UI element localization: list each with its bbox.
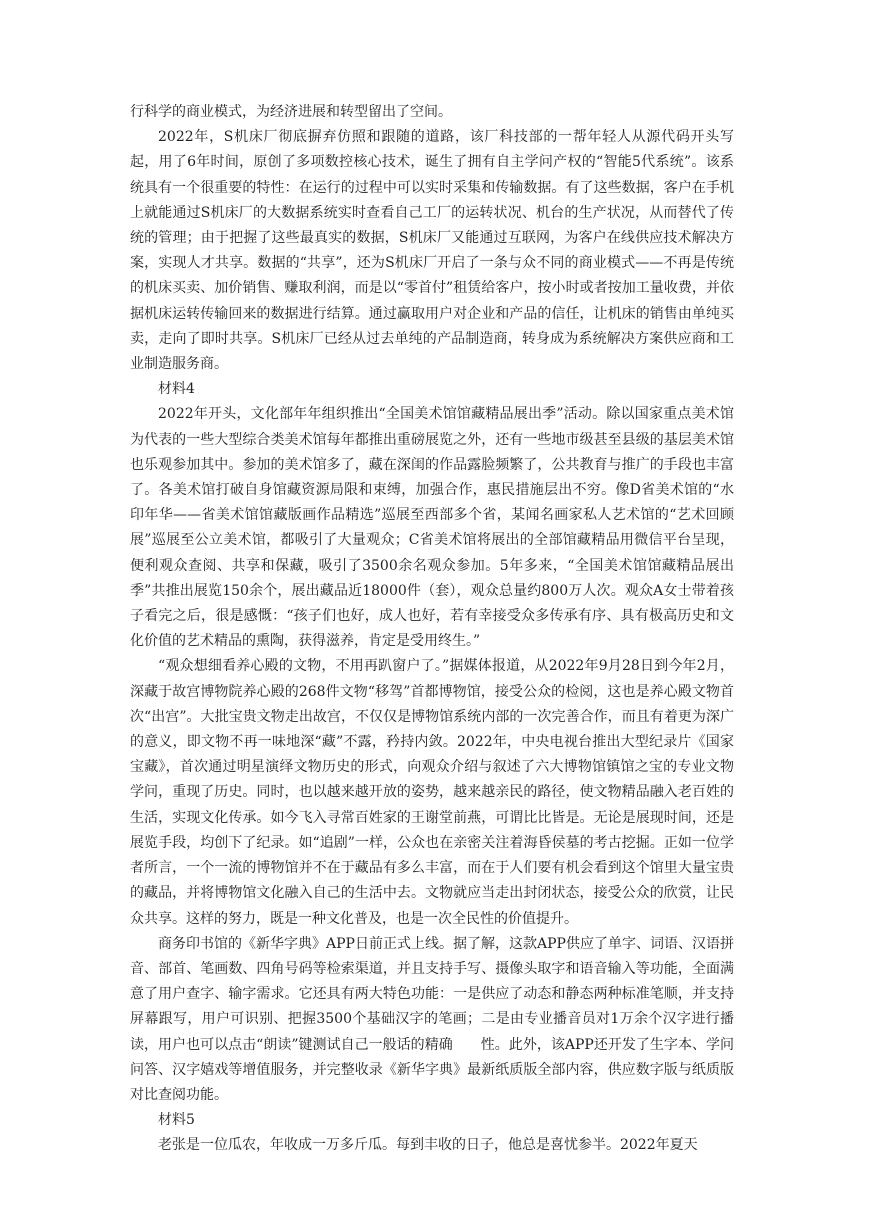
- paragraph-palace-museum: “观众想细看养心殿的文物，不用再趴窗户了。”据媒体报道，从2022年9月28日到今年2月，深藏于故宫博物院养心殿的268件文物“移驾”首都博物馆，接受公众的检阅，这也是养心殿文物首次“出宫”。大批宝贵文物走出故宫，不仅仅是博物馆系统内部的一次完善合作，而且有着更为深广的意义，即文物不再一味地深“藏”不露，矜持内敛。2022年，中央电视台推出大型纪录片《国家宝藏》，首次通过明星演绎文物历史的形式，向观众介绍与叙述了六大博物馆镇馆之宝的专业文物学问，重现了历史。同时，也以越来越开放的姿势，越来越亲民的路径，使文物精品融入老百姓的生活，实现文化传承。如今飞入寻常百姓家的王谢堂前燕，可谓比比皆是。无论是展现时间，还是展览手段，均创下了纪录。如“追剧”一样，公众也在亲密关注着海昏侯墓的考古挖掘。正如一位学者所言，一个一流的博物馆并不在于藏品有多么丰富，而在于人们要有机会看到这个馆里大量宝贵的藏品，并将博物馆文化融入自己的生活中去。文物就应当走出封闭状态，接受公众的欣赏，让民众共享。这样的努力，既是一种文化普及，也是一次全民性的价值提升。: [130, 658, 734, 927]
- document-body: [130, 100, 734, 1159]
- paragraph-art-museum: 2022年开头，文化部年年组织推出“全国美术馆馆藏精品展出季”活动。除以国家重点美术馆为代表的一些大型综合类美术馆每年都推出重磅展览之外，还有一些地市级甚至县级的基层美术馆也乐观参加其中。参加的美术馆多了，藏在深闺的作品露脸频繁了，公共教育与推广的手段也丰富了。各美术馆打破自身馆藏资源局限和束缚，加强合作，惠民措施层出不穷。像D省美术馆的“水印年华——省美术馆馆藏版画作品精选”巡展至西部多个省，某闻名画家私人艺术馆的“艺术回顾展”巡展至公立美术馆，都吸引了大量观众；C省美术馆将展出的全部馆藏精品用微信平台呈现，便利观众查阅、共享和保藏，吸引了3500余名观众参加。5年多来，“全国美术馆馆藏精品展出季”共推出展览150余个，展出藏品近18000件（套），观众总量约800万人次。观众A女士带着孩子看完之后，很是感慨：“孩子们也好，成人也好，若有幸接受众多传承有序、具有极高历史和文化价值的艺术精品的熏陶，获得滋养，肯定是受用终生。”: [130, 406, 734, 650]
- section-heading-material-5: 材料5: [158, 1112, 195, 1129]
- paragraph-s-machine-tool: 2022年，S机床厂彻底摒弃仿照和跟随的道路，该厂科技部的一帮年轻人从源代码开头写起，用了6年时间，原创了多项数控核心技术，诞生了拥有自主学问产权的“智能5代系统”。该系统具有一个很重要的特性：在运行的过程中可以实时采集和传输数据。有了这些数据，客户在手机上就能通过S机床厂的大数据系统实时查看自己工厂的运转状况、机台的生产状况，从而替代了传统的管理；由于把握了这些最真实的数据，S机床厂又能通过互联网，为客户在线供应技术解决方案，实现人才共享。数据的“共享”，还为S机床厂开启了一条与众不同的商业模式——不再是传统的机床买卖、加价销售、赚取利润，而是以“零首付”租赁给客户，按小时或者按加工量收费，并依据机床运转传输回来的数据进行结算。通过赢取用户对企业和产品的信任，让机床的销售由单纯买卖，走向了即时共享。S机床厂已经从过去单纯的产品制造商，转身成为系统解决方案供应商和工业制造服务商。: [130, 129, 734, 373]
- section-heading-material-4: 材料4: [158, 381, 195, 398]
- paragraph-continuation: 行科学的商业模式，为经济进展和转型留出了空间。: [130, 104, 452, 120]
- paragraph-xinhua-dictionary: 商务印书馆的《新华字典》APP日前正式上线。据了解，这款APP供应了单字、词语、汉语拼音、部首、笔画数、四角号码等检索渠道，并且支持手写、摄像头取字和语音输入等功能，全面满意了用户查字、输字需求。它还具有两大特色功能：一是供应了动态和静态两种标准笔顺，并支持屏幕跟写，用户可识别、把握3500个基础汉字的笔画；二是由专业播音员对1万余个汉字进行播读，用户也可以点击“朗读”键测试自己一般话的精确 性。此外，该APP还开发了生字本、学问问答、汉字嬉戏等增值服务，并完整收录《新华字典》最新纸质版全部内容，供应数字版与纸质版对比查阅功能。: [130, 935, 734, 1103]
- paragraph-melon-farmer: 老张是一位瓜农，年收成一万多斤瓜。每到丰收的日子，他总是喜忧参半。2022年夏天: [158, 1137, 698, 1154]
